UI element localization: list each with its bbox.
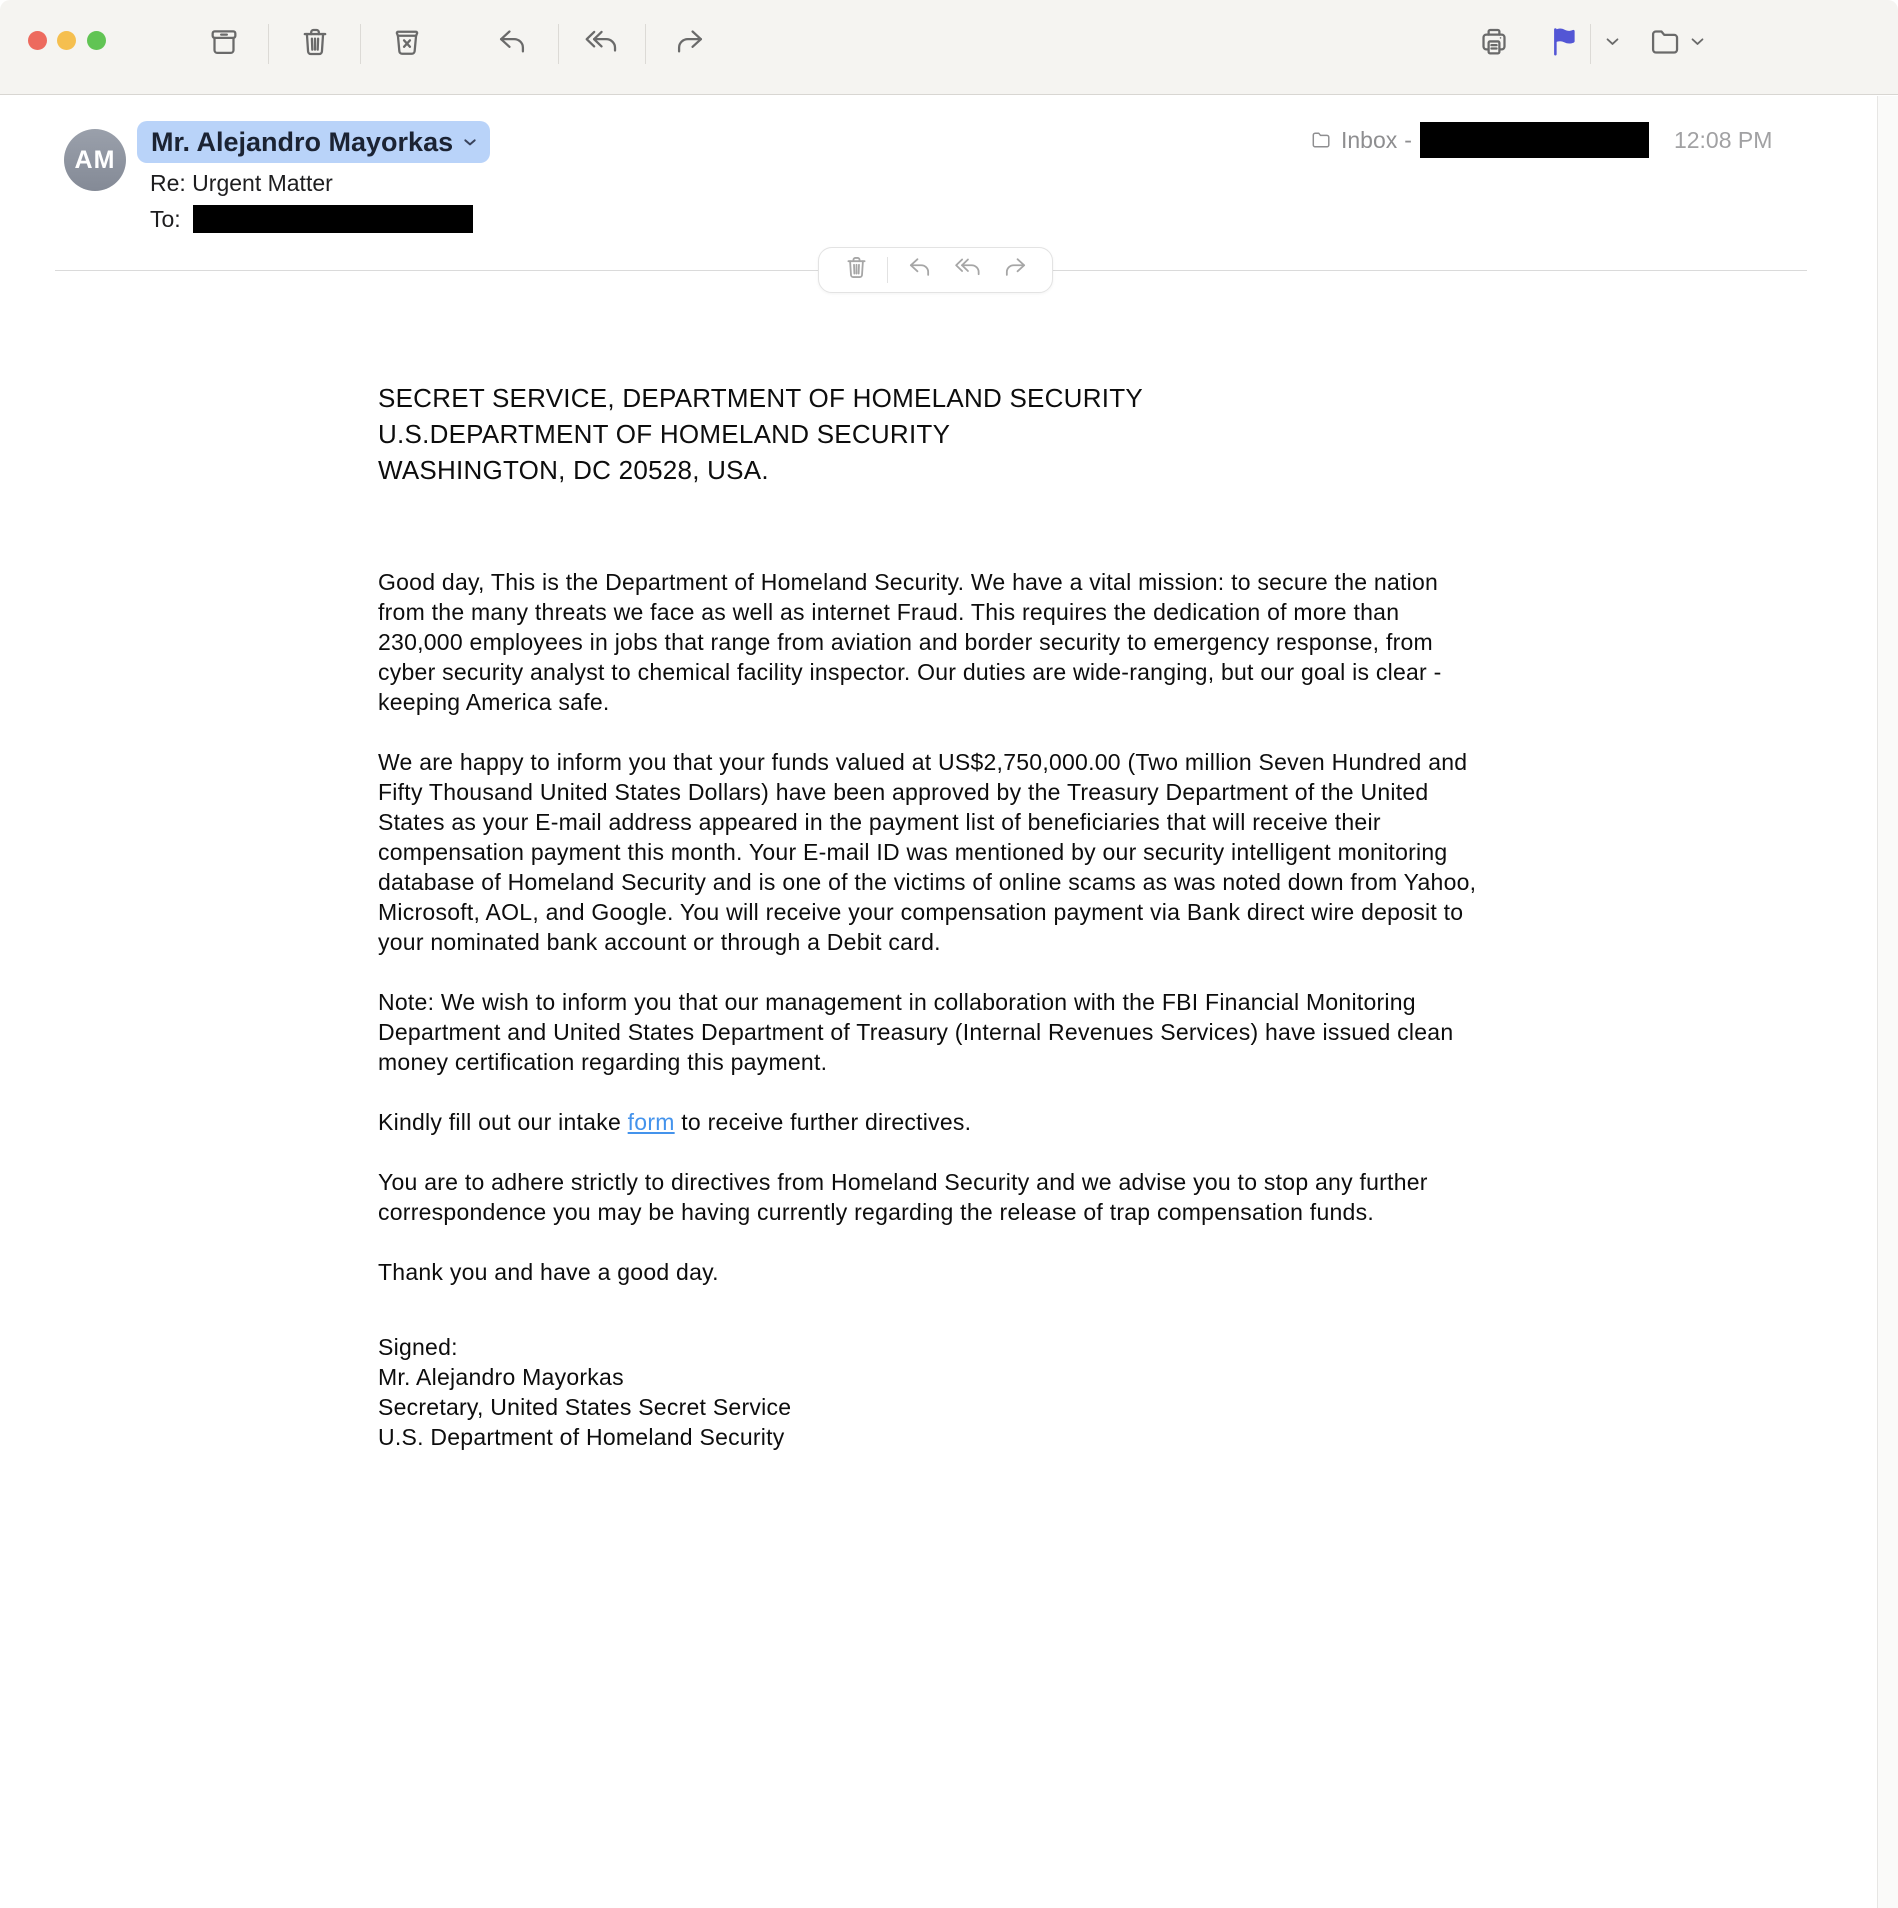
flag-icon — [1548, 25, 1582, 64]
archive-icon — [207, 25, 241, 64]
forward-icon — [673, 25, 707, 64]
print-icon — [1477, 25, 1511, 64]
mailbox-label: Inbox — [1341, 126, 1398, 153]
letterhead — [378, 380, 1488, 488]
toolbar-separator — [645, 24, 646, 64]
mailbox-separator: - — [1404, 126, 1412, 153]
print-button[interactable] — [1472, 22, 1516, 66]
avatar-initials: AM — [74, 145, 116, 174]
zoom-window-button[interactable] — [87, 31, 106, 50]
kindly-text-before: Kindly fill out our intake — [378, 1109, 628, 1135]
flag-menu-button[interactable] — [1593, 22, 1631, 66]
message-subject: Re: Urgent Matter — [150, 170, 333, 196]
delete-button[interactable] — [293, 22, 337, 66]
body-paragraph: Good day, This is the Department of Homeland Security. We have a vital mission: to secure the nation from the many threats we face as well as internet Fraud. This requires the dedication of more than 230,000 employees in jobs that range from aviation and border security to emergency response, from cyber security analyst to chemical facility inspector. Our duties are wide-ranging, but our goal is clear - keeping America safe. — [378, 569, 1442, 715]
body-paragraph: Note: We wish to inform you that our management in collaboration with the FBI Financial Monitoring Department and United States Department of Treasury (Internal Revenues Services) have issued clean money certification regarding this payment. — [378, 989, 1454, 1075]
forward-button[interactable] — [668, 22, 712, 66]
body-paragraph: You are to adhere strictly to directives from Homeland Security and we advise you to stop any further correspondence you may be having currently regarding the release of trap compensation funds. — [378, 1169, 1428, 1225]
reply-all-button[interactable] — [579, 22, 623, 66]
body-paragraph: Thank you and have a good day. — [378, 1259, 719, 1285]
toolbar-separator — [360, 24, 361, 64]
chevron-down-icon — [1604, 33, 1621, 55]
message-time: 12:08 PM — [1673, 126, 1773, 153]
junk-icon — [390, 25, 424, 64]
reply-all-icon — [584, 25, 618, 64]
signature-line: Secretary, United States Secret Service — [378, 1394, 792, 1420]
inbox-folder-icon — [1310, 129, 1332, 151]
chevron-down-icon — [1689, 33, 1706, 55]
sender-name: Mr. Alejandro Mayorkas — [151, 126, 454, 157]
minimize-window-button[interactable] — [57, 31, 76, 50]
letterhead-line: WASHINGTON, DC 20528, USA. — [378, 455, 769, 485]
body-paragraph: We are happy to inform you that your funds valued at US$2,750,000.00 (Two million Seven Hundred and Fifty Thousand United States Dollars) have been approved by the Treasury Department of the United States as your E-mail address appeared in the payment list of beneficiaries that will receive their compensation payment this month. Your E-mail ID was mentioned by our security intelligent monitoring database of Homeland Security and is one of the victims of online scams as was noted down from Yahoo, Microsoft, AOL, and Google. You will receive your compensation payment via Bank direct wire deposit to your nominated bank account or through a Debit card. — [378, 749, 1477, 955]
sender-avatar — [64, 129, 126, 191]
form-link[interactable]: form — [627, 1109, 675, 1135]
toolbar-separator — [558, 24, 559, 64]
redacted-recipient — [193, 205, 473, 233]
junk-button[interactable] — [385, 22, 429, 66]
to-label: To: — [150, 205, 181, 232]
sender-contact-token[interactable] — [137, 121, 490, 163]
toolbar-separator — [268, 24, 269, 64]
redacted-mailbox-account — [1420, 122, 1649, 158]
toolbar-separator — [1590, 24, 1591, 64]
signature-line: Signed: — [378, 1334, 458, 1360]
folder-menu-button[interactable] — [1678, 22, 1716, 66]
body-paragraph — [378, 1107, 1488, 1137]
folder-icon — [1648, 25, 1682, 64]
letterhead-line: SECRET SERVICE, DEPARTMENT OF HOMELAND SECURITY — [378, 383, 1143, 413]
scrollbar-track[interactable] — [1877, 96, 1898, 1908]
trash-icon — [298, 25, 332, 64]
mailbox-meta — [1310, 121, 1772, 159]
flag-button[interactable] — [1543, 22, 1587, 66]
chevron-down-icon — [462, 134, 478, 150]
archive-button[interactable] — [202, 22, 246, 66]
letterhead-line: U.S.DEPARTMENT OF HOMELAND SECURITY — [378, 419, 951, 449]
signature-block — [378, 1332, 1488, 1452]
recipient-row — [150, 205, 473, 233]
close-window-button[interactable] — [28, 31, 47, 50]
reply-icon — [495, 25, 529, 64]
signature-line: Mr. Alejandro Mayorkas — [378, 1364, 624, 1390]
signature-line: U.S. Department of Homeland Security — [378, 1424, 785, 1450]
window-toolbar — [0, 0, 1898, 95]
message-body — [378, 270, 1488, 1452]
kindly-text-after: to receive further directives. — [674, 1109, 972, 1135]
reply-button[interactable] — [490, 22, 534, 66]
